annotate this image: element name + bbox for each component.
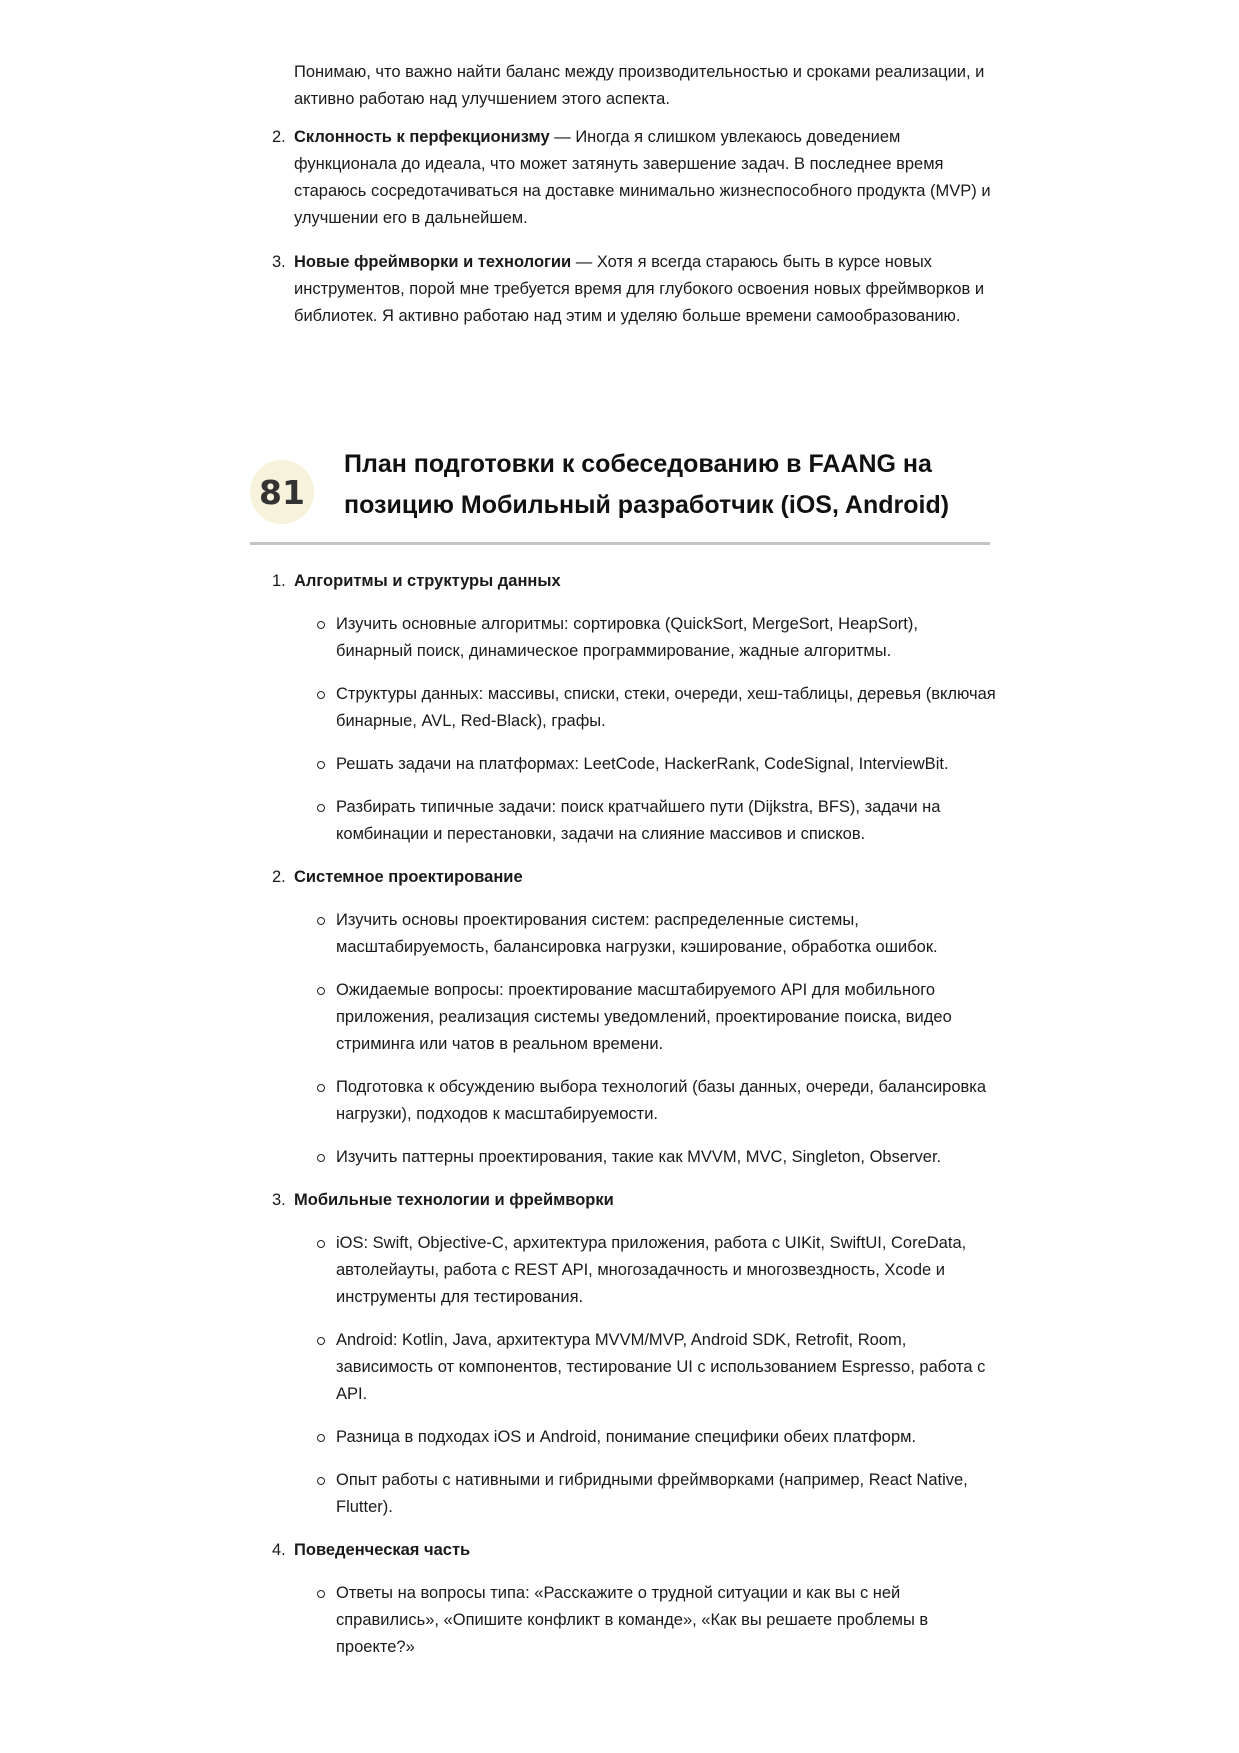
list-item: Ответы на вопросы типа: «Расскажите о трудной ситуации и как вы с ней справились», «Опишите конфликт в команде», «Как вы решаете проблемы в проекте?» bbox=[272, 1580, 997, 1661]
category-items bbox=[272, 1230, 997, 1521]
weakness-text: — Хотя я всегда стараюсь быть в курсе новых инструментов, порой мне требуется время для глубокого освоения новых фреймворков и библиотек. Я активно работаю над этим и уделяю больше времени самообразованию. bbox=[294, 253, 985, 325]
category-items bbox=[272, 611, 997, 848]
intro-text: Понимаю, что важно найти баланс между производительностью и сроками реализации, и активно работаю над улучшением этого аспекта. bbox=[294, 63, 985, 108]
section-title: План подготовки к собеседованию в FAANG на позицию Мобильный разработчик (iOS, Android) bbox=[344, 450, 950, 519]
list-item: Разница в подходах iOS и Android, понимание специфики обеих платформ. bbox=[272, 1424, 997, 1451]
preparation-plan bbox=[272, 568, 997, 1677]
section-number-badge: 81 bbox=[250, 460, 314, 524]
list-item: Изучить основы проектирования систем: распределенные системы, масштабируемость, балансировка нагрузки, кэширование, обработка ошибок. bbox=[272, 907, 997, 961]
weakness-item bbox=[272, 124, 997, 232]
category-number: 3. bbox=[272, 1191, 286, 1209]
category-title: Системное проектирование bbox=[294, 868, 523, 886]
weakness-item bbox=[272, 249, 997, 330]
weakness-body bbox=[294, 249, 997, 330]
category-number: 1. bbox=[272, 572, 286, 590]
category-number: 2. bbox=[272, 868, 286, 886]
plan-category bbox=[272, 1187, 997, 1214]
category-title: Алгоритмы и структуры данных bbox=[294, 572, 561, 590]
category-number: 4. bbox=[272, 1541, 286, 1559]
category-items bbox=[272, 907, 997, 1171]
list-item: Android: Kotlin, Java, архитектура MVVM/MVP, Android SDK, Retrofit, Room, зависимость от компонентов, тестирование UI с использованием Espresso, работа с API. bbox=[272, 1327, 997, 1408]
weakness-number: 2. bbox=[272, 128, 286, 146]
plan-category bbox=[272, 568, 997, 595]
list-item: Изучить паттерны проектирования, такие как MVVM, MVC, Singleton, Observer. bbox=[272, 1144, 997, 1171]
plan-category bbox=[272, 864, 997, 891]
intro-paragraph bbox=[294, 59, 994, 113]
list-item: Структуры данных: массивы, списки, стеки, очереди, хеш-таблицы, деревья (включая бинарные, AVL, Red-Black), графы. bbox=[272, 681, 997, 735]
list-item: Ожидаемые вопросы: проектирование масштабируемого API для мобильного приложения, реализация системы уведомлений, проектирование поиска, видео стриминга или чатов в реальном времени. bbox=[272, 977, 997, 1058]
weakness-text: — Иногда я слишком увлекаюсь доведением функционала до идеала, что может затянуть завершение задач. В последнее время стараюсь сосредотачиваться на доставке минимально жизнеспособного продукта (MVP) и улучшении его в дальнейшем. bbox=[294, 128, 991, 227]
weakness-list bbox=[272, 124, 997, 330]
section-header bbox=[250, 452, 990, 545]
plan-category bbox=[272, 1537, 997, 1564]
list-item: Опыт работы с нативными и гибридными фреймворками (например, React Native, Flutter). bbox=[272, 1467, 997, 1521]
list-item: Разбирать типичные задачи: поиск кратчайшего пути (Dijkstra, BFS), задачи на комбинации и перестановки, задачи на слияние массивов и списков. bbox=[272, 794, 997, 848]
list-item: Решать задачи на платформах: LeetCode, HackerRank, CodeSignal, InterviewBit. bbox=[272, 751, 997, 778]
weakness-number: 3. bbox=[272, 253, 286, 271]
list-item: Изучить основные алгоритмы: сортировка (QuickSort, MergeSort, HeapSort), бинарный поиск, динамическое программирование, жадные алгоритмы. bbox=[272, 611, 997, 665]
weakness-body bbox=[294, 124, 997, 232]
category-items bbox=[272, 1580, 997, 1661]
category-title: Мобильные технологии и фреймворки bbox=[294, 1191, 614, 1209]
list-item: Подготовка к обсуждению выбора технологий (базы данных, очереди, балансировка нагрузки), подходов к масштабируемости. bbox=[272, 1074, 997, 1128]
weakness-title: Новые фреймворки и технологии bbox=[294, 253, 572, 271]
weakness-title: Склонность к перфекционизму bbox=[294, 128, 550, 146]
list-item: iOS: Swift, Objective-C, архитектура приложения, работа с UIKit, SwiftUI, CoreData, автолейауты, работа с REST API, многозадачность и многозвездность, Xcode и инструменты для тестирования. bbox=[272, 1230, 997, 1311]
category-title: Поведенческая часть bbox=[294, 1541, 471, 1559]
